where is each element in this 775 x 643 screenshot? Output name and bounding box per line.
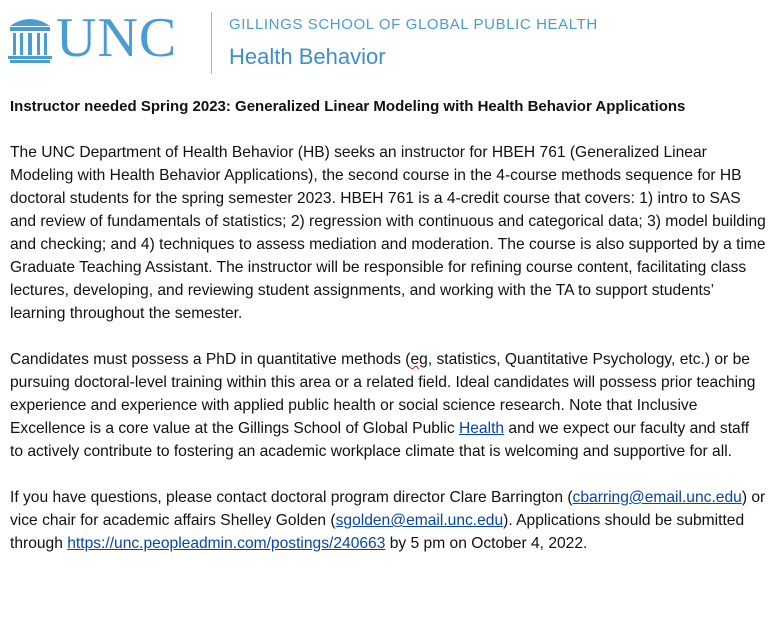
contact-text-2: ) or vice chair for academic affairs Shelley Golden ( — [10, 489, 766, 529]
sgolden-email-link[interactable]: sgolden@email.unc.edu — [335, 512, 504, 529]
old-well-icon — [8, 12, 52, 64]
unc-logo-text: UNC — [56, 7, 178, 69]
requirements-text-3: and we expect our faculty and staff to actively contribute to fostering an academic workplace climate that is welcoming and supportive for all. — [10, 420, 750, 460]
school-name: GILLINGS SCHOOL OF GLOBAL PUBLIC HEALTH — [229, 16, 598, 33]
header — [8, 6, 768, 72]
department-name: Health Behavior — [229, 44, 386, 69]
contact-paragraph — [10, 486, 766, 555]
cbarring-email-link[interactable]: cbarring@email.unc.edu — [572, 489, 742, 506]
posting-title: Instructor needed Spring 2023: Generalized Linear Modeling with Health Behavior Applications — [10, 98, 686, 115]
contact-text-3: ). Applications should be submitted through — [10, 512, 745, 552]
header-divider — [211, 12, 212, 74]
contact-text-4: by 5 pm on October 4, 2022. — [385, 535, 588, 552]
candidate-requirements-paragraph — [10, 348, 766, 463]
contact-text-1: If you have questions, please contact doctoral program director Clare Barrington ( — [10, 489, 573, 506]
requirements-text-2: , statistics, Quantitative Psychology, etc.) or be pursuing doctoral-level training within this area or a related field. Ideal candidates will possess prior teaching experience and experience with applied public health or social science research. Note that Inclusive Excellence is a core value at the Gillings School of Global Public — [10, 351, 756, 437]
document-body — [10, 95, 766, 578]
requirements-text-1: Candidates must possess a PhD in quantitative methods ( — [10, 351, 411, 368]
course-description-paragraph: The UNC Department of Health Behavior (HB) seeks an instructor for HBEH 761 (Generalized Linear Modeling with Health Behavior Applications), the second course in the 4-course methods sequence for HB doctoral students for the spring semester 2023. HBEH 761 is a 4-credit course that covers: 1) intro to SAS and review of fundamentals of statistics; 2) regression with continuous and categorical data; 3) model building and checking; and 4) techniques to assess mediation and moderation. The course is also supported by a time Graduate Teaching Assistant. The instructor will be responsible for refining course content, facilitating class lectures, developing, and reviewing student assignments, and working with the TA to support students’ learning throughout the semester. — [10, 144, 766, 322]
spellcheck-word: eg — [410, 351, 428, 368]
health-link[interactable]: Health — [459, 420, 505, 437]
application-url-link[interactable]: https://unc.peopleadmin.com/postings/240663 — [67, 535, 386, 552]
